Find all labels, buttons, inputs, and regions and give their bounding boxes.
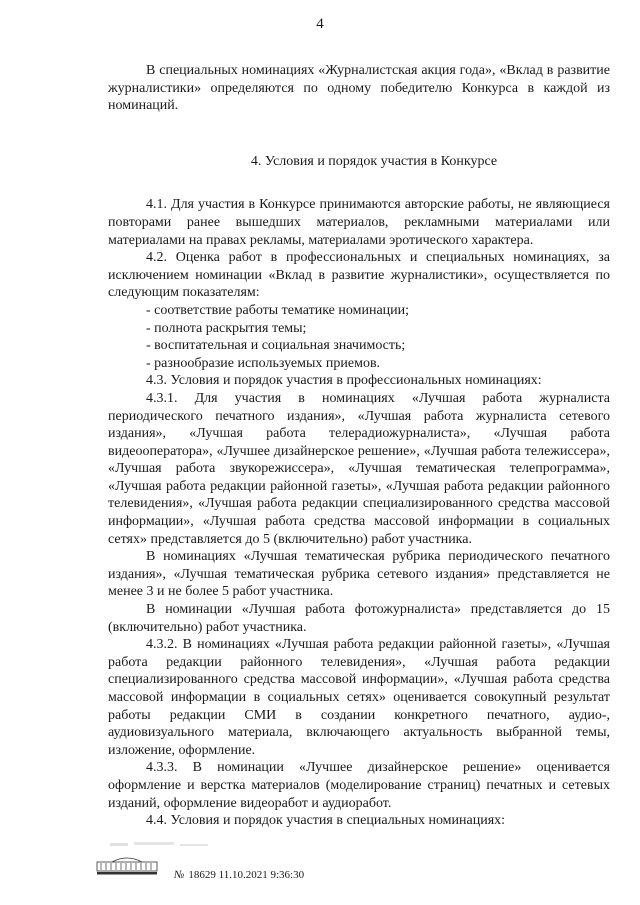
paragraph-rubric-nominations: В номинациях «Лучшая тематическая рубрика периодического печатного издания», «Лучшая тематическая рубрика сетевого издания» представляется не менее 3 и не более 5 работ участника. (108, 549, 610, 600)
government-building-stamp-icon (96, 855, 158, 875)
scan-artifact (110, 840, 240, 850)
criteria-item: - соответствие работы тематике номинации; (146, 302, 410, 318)
paragraph-4-3-3: 4.3.3. В номинации «Лучшее дизайнерское решение» оценивается оформление и верстка материалов (моделирование страниц) печатных и сетевых изданий, оформление видеоработ и аудиоработ. (108, 760, 610, 811)
section-heading: 4. Условия и порядок участия в Конкурсе (250, 153, 498, 169)
criteria-item: - полнота раскрытия темы; (146, 320, 307, 336)
registration-number (174, 869, 304, 881)
paragraph-4-1: 4.1. Для участия в Конкурсе принимаются авторские работы, не являющиеся повторами ранее вышедших материалов, рекламными материалами или материалами на правах рекламы, материалами эротического характера. (108, 197, 610, 248)
paragraph-4-3-1: 4.3.1. Для участия в номинациях «Лучшая работа журналиста периодического печатного издания», «Лучшая работа журналиста сетевого издания», «Лучшая работа телерадиожурналиста», «Лучшая работа видеооператора», «Лучшее дизайнерское решение», «Лучшая работа тележиссера», «Лучшая работа звукорежиссера», «Лучшая тематическая телепрограмма», «Лучшая работа редакции районной газеты», «Лучшая работа редакции районного телевидения», «Лучшая работа редакции специализированного средства массовой информации», «Лучшая работа средства массовой информации в социальных сетях» представляется до 5 (включительно) работ участника. (108, 390, 610, 547)
intro-paragraph: В специальных номинациях «Журналистская акция года», «Вклад в развитие журналистики» определяются по одному победителю Конкурса в каждой из номинаций. (108, 63, 610, 114)
paragraph-4-3: 4.3. Условия и порядок участия в профессиональных номинациях: (146, 373, 542, 389)
paragraph-photo-nomination: В номинации «Лучшая работа фотожурналиста» представляется до 15 (включительно) работ участника. (108, 602, 610, 635)
number-sign: № (174, 869, 185, 881)
criteria-item: - разнообразие используемых приемов. (146, 355, 381, 371)
paragraph-4-3-2: 4.3.2. В номинациях «Лучшая работа редакции районной газеты», «Лучшая работа редакции районного телевидения», «Лучшая работа редакции специализированного средства массовой информации», «Лучшая работа средства массовой информации в социальных сетях» оценивается совокупный результат работы редакции СМИ в создании конкретного печатного, аудио-, аудиовизуального материала, включающего актуальность выбранной темы, изложение, оформление. (108, 637, 610, 758)
document-body (108, 62, 610, 830)
page-number: 4 (316, 16, 324, 32)
criteria-item: - воспитательная и социальная значимость; (146, 338, 406, 354)
paragraph-4-2: 4.2. Оценка работ в профессиональных и специальных номинациях, за исключением номинации «Вклад в развитие журналистики», осуществляется по следующим показателям: (108, 250, 610, 301)
registration-text: 18629 11.10.2021 9:36:30 (188, 869, 305, 881)
paragraph-4-4: 4.4. Условия и порядок участия в специальных номинациях: (146, 813, 506, 829)
